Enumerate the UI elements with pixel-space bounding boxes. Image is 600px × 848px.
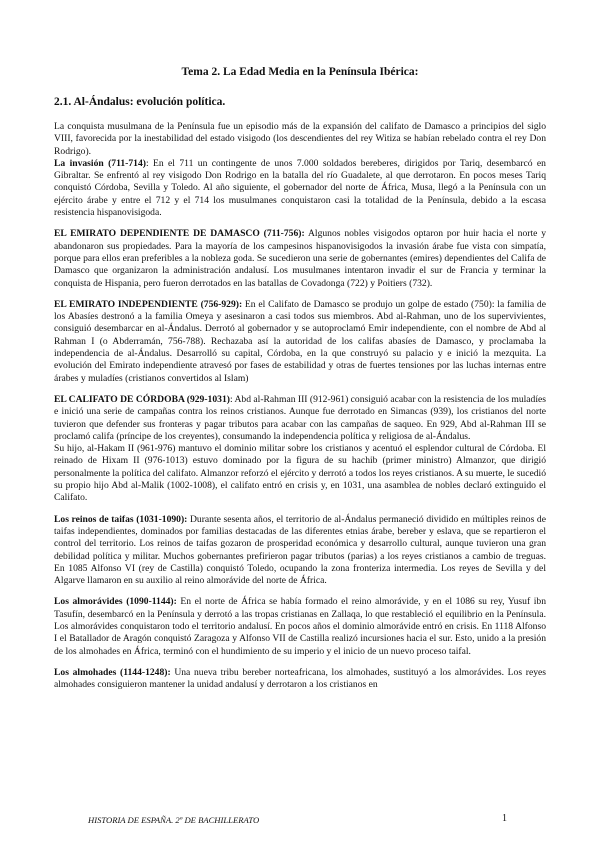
- paragraph-text: Durante sesenta años, el territorio de al-Ándalus permaneció dividido en múltiples reinos de taifas independientes, dominados por familias destacadas de las diferentes etnias árabe, bereber y eslava, que se repartieron el control del territorio. Los reinos de taifas gozaron de prosperidad económica y desarrollo cultural, aunque tuvieron una gran debilidad política y militar. Muchos gobernantes prefirieron pagar tributos (parias) a los reyes cristianos a cambio de treguas. En 1085 Alfonso VI (rey de Castilla) conquistó Toledo, ocupando la zona fronteriza intermedia. Los reyes de Sevilla y del Algarve llamaron en su auxilio al reino almorávide del norte de África.: [54, 513, 546, 587]
- paragraph-heading: EL CALIFATO DE CÓRDOBA (929-1031): [54, 393, 230, 405]
- paragraph-taifas: [54, 514, 546, 588]
- section-heading: 2.1. Al-Ándalus: evolución política.: [54, 96, 226, 108]
- paragraph-text: La conquista musulmana de la Península fue un episodio más de la expansión del califato de Damasco a principios del siglo VIII, favorecida por la inestabilidad del estado visigodo (los descendientes del rey Witiza se habían rebelado contra el rey Don Rodrigo).: [54, 121, 546, 157]
- paragraph-heading: EL EMIRATO INDEPENDIENTE (756-929):: [54, 298, 243, 310]
- page-title: Tema 2. La Edad Media en la Península Ibérica:: [181, 66, 419, 78]
- paragraph-almoravides: [54, 596, 546, 657]
- paragraph-text: : En el 711 un contingente de unos 7.000 soldados bereberes, dirigidos por Tariq, desembarcó en Gibraltar. Se enfrentó al rey visigodo Don Rodrigo en la batalla del río Guadalete, al que derrotaron. En pocos meses Tariq conquistó Córdoba, Sevilla y Toledo. Al año siguiente, el gobernador del norte de África, Musa, llegó a la Península con un ejército árabe y entre el 712 y el 714 los musulmanes conquistaron casi la totalidad de la Península, debido a la escasa resistencia hispanovisigoda.: [54, 157, 546, 219]
- paragraph-text: Una nueva tribu bereber norteafricana, los almohades, sustituyó a los almorávides. Los reyes almohades consiguieron mantener la unidad andalusí y derrotaron a los cristianos en: [54, 666, 546, 691]
- paragraph-text: En el Califato de Damasco se produjo un golpe de estado (750): la familia de los Abasíes destronó a la familia Omeya y asesinaron a casi todos sus miembros. Abd al-Rahman, uno de los supervivientes, consiguió desembarcar en al-Ándalus. Derrotó al gobernador y se autoproclamó Emir independiente, con el nombre de Abd al Rahman I (o Abderramán, 756-788). Rechazaba así la autoridad de los califas abasíes de Damasco, y proclamaba la independencia de al-Ándalus. Desarrolló su capital, Córdoba, en la que construyó su palacio y e inició la mezquita. La evolución del Emirato independiente atravesó por fases de estabilidad y otras de fuertes tensiones por las luchas internas entre árabes y muladíes (cristianos convertidos al Islam): [54, 298, 546, 384]
- paragraph-text: : Abd al-Rahman III (912-961) consiguió acabar con la resistencia de los muladíes e inició una serie de campañas contra los reinos cristianos. Aunque fue derrotado en Simancas (939), los cristianos del norte tuvieron que defender sus fronteras y pagar tributos para acabar con las campañas de saqueo. En 929, Abd al-Rahman III se proclamó califa (príncipe de los creyentes), consumando la independencia política y religiosa de al-Ándalus.: [54, 393, 546, 442]
- paragraph-heading: Los almohades (1144-1248):: [54, 666, 171, 678]
- paragraph-almohades: [54, 667, 546, 692]
- document-body: [54, 121, 546, 691]
- page-number: 1: [502, 813, 507, 824]
- paragraph-text: Su hijo, al-Hakam II (961-976) mantuvo el dominio militar sobre los cristianos y acentuó el esplendor cultural de Córdoba. El reinado de Hixam II (976-1013) estuvo dominado por la figura de su hachib (primer ministro) Almanzor, que dirigió personalmente la política del califato. Almanzor reforzó el ejército y derrotó a todos los reyes cristianos. A su muerte, le sucedió su propio hijo Abd al-Malik (1002-1008), el califato entró en crisis y, en 1031, una asamblea de nobles declaró extinguido el Califato.: [54, 443, 546, 504]
- paragraph-califato: [54, 394, 546, 443]
- paragraph-heading: Los almorávides (1090-1144):: [54, 596, 177, 608]
- paragraph-invasion: [54, 158, 546, 219]
- paragraph-intro: [54, 121, 546, 158]
- paragraph-heading: La invasión (711-714): [54, 157, 146, 169]
- page-footer: HISTORIA DE ESPAÑA. 2º DE BACHILLERATO: [88, 815, 260, 825]
- paragraph-heading: Los reinos de taifas (1031-1090):: [54, 513, 188, 525]
- paragraph-emirato-dependiente: [54, 228, 546, 289]
- paragraph-emirato-independiente: [54, 299, 546, 385]
- paragraph-text: En el norte de África se había formado el reino almorávide, y en el 1086 su rey, Yusuf ibn Tasufín, desembarcó en la Península y derrotó a las tropas cristianas en Zallaqa, lo que restableció el equilibrio en la Península. Los almorávides conquistaron todo el territorio andalusí. En pocos años el dominio almorávide entró en crisis. En 1118 Alfonso I el Batallador de Aragón conquistó Zaragoza y Alfonso VII de Castilla realizó incursiones hacia el sur. Esto, unido a la presión de los almohades en África, terminó con el hundimiento de su imperio y el inicio de un nuevo proceso taifal.: [54, 596, 547, 657]
- paragraph-heading: EL EMIRATO DEPENDIENTE DE DAMASCO (711-756):: [54, 228, 305, 240]
- paragraph-califato-continued: [54, 443, 546, 504]
- paragraph-text: Algunos nobles visigodos optaron por huir hacia el norte y abandonaron sus propiedades. Para la mayoría de los campesinos hispanovisigodos la invasión árabe fue vista con simpatía, porque para ellos eran preferibles a la nobleza goda. Se sucedieron una serie de gobernantes (emires) dependientes del Califa de Damasco que organizaron la administración andalusí. Los musulmanes intentaron invadir el sur de Francia y terminar la conquista de Hispania, pero fueron derrotados en las batallas de Covadonga (722) y Poitiers (732).: [54, 228, 546, 289]
